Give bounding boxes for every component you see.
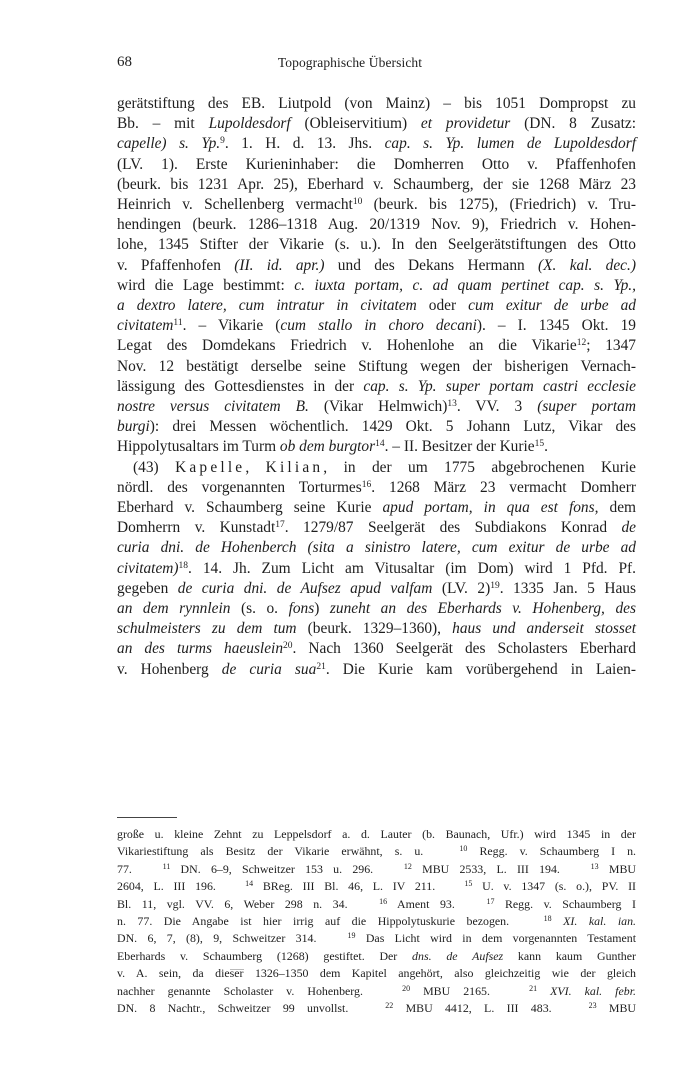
text-line-12: civitatem$^{11}$. – Vikarie (cum stallo in choro decani). – I. 1345 Okt. 19 [117, 317, 636, 335]
text-line-26: an dem rynnlein (s. o. fons) zuneht an des Eberhards v. Hohenberg, des [117, 600, 636, 618]
text-line-6: Heinrich v. Schellenberg vermacht$^{10}$ (beurk. bis 1275), (Friedrich) v. Tru- [117, 196, 636, 214]
text-line-27: schulmeisters zu dem tum (beurk. 1329–1360), haus und anderseit stosset [117, 620, 636, 638]
text-line-14: Nov. 12 bestätigt derselbe seine Stiftung wegen der bisherigen Vernach- [117, 357, 636, 375]
text-line-28: an des turms haeuslein$^{20}$. Nach 1360 Seelgerät des Scholasters Eberhard [117, 640, 636, 658]
text-line-17: burgi): drei Messen wöchentlich. 1429 Okt. 5 Johann Lutz, Vikar des [117, 418, 636, 436]
note-line-3: 77. $^{11}$ DN. 6–9, Schweitzer 153 u. 296. $^{12}$ MBU 2533, L. III 194. $^{13}$ MBU [117, 861, 636, 876]
text-line-13: Legat des Domdekans Friedrich v. Hohenlohe an die Vikarie$^{12}$; 1347 [117, 337, 636, 355]
text-line-20: nördl. des vorgenannten Torturmes$^{16}$. 1268 März 23 vermacht Domherr [117, 478, 637, 496]
note-line-6: n. 77. Die Angabe ist hier irrig auf die Hippolytuskurie bezogen. $^{18}$ XI. kal. ian. [117, 914, 636, 929]
running-title: Topographische Übersicht [277, 55, 423, 70]
text-line-11: a dextro latere, cum intratur in civitatem oder cum exitur de urbe ad [117, 297, 636, 315]
text-line-2: Bb. – mit Lupoldesdorf (Obleiservitium) et providetur (DN. 8 Zusatz: [117, 115, 637, 133]
footnotes [117, 826, 636, 1017]
note-line-10: nachher genannte Scholaster v. Hohenberg. $^{20}$ MBU 2165. $^{21}$ XVI. kal. febr. [117, 983, 636, 998]
note-line-2: Vikariestiftung als Besitz der Vikarie erwähnt, s. u. $^{10}$ Regg. v. Schaumberg I n. [117, 844, 636, 859]
text-line-21: Eberhard v. Schaumberg seine Kurie apud portam, in qua est fons, dem [117, 499, 636, 517]
page-header [0, 54, 700, 74]
text-line-23: curia dni. de Hohenberch (sita a sinistro latere, cum exitur de urbe ad [117, 539, 636, 557]
note-line-11: DN. 8 Nachtr., Schweitzer 99 unvollst. $^{22}$ MBU 4412, L. III 483. $^{23}$ MBU [117, 1001, 636, 1016]
text-line-16: nostre versus civitatem B. (Vikar Helmwich)$^{13}$. VV. 3 (super portam [117, 398, 636, 416]
text-line-8: lohe, 1345 Stifter der Vikarie (s. u.). In den Seelgerätstiftungen des Otto [117, 236, 636, 254]
note-line-8: Eberhards v. Schaumberg (1268) gestiftet. Der dns. de Aufsez kann kaum Gunther [117, 948, 636, 963]
text-line-19: (43) Kapelle, Kilian, in der um 1775 abgebrochenen Kurie [133, 458, 636, 476]
text-line-29: v. Hohenberg de curia sua$^{21}$. Die Kurie kam vorübergehend in Laien- [117, 660, 636, 678]
text-line-25: gegeben de curia dni. de Aufsez apud valfam (LV. 2)$^{19}$. 1335 Jan. 5 Haus [117, 579, 636, 597]
text-line-22: Domherrn v. Kunstadt$^{17}$. 1279/87 Seelgerät des Subdiakons Konrad de [117, 519, 636, 537]
main-text [117, 94, 636, 680]
note-line-9: v. A. sein, da dieser 1326–1350 dem Kapitel angehört, also gleichzeitig wie der gleich [117, 966, 636, 981]
text-line-15: lässigung des Gottesdienstes in der cap. s. Yp. super portam castri ecclesie [117, 377, 636, 395]
text-line-3: capelle) s. Yp.$^9$. 1. H. d. 13. Jhs. cap. s. Yp. lumen de Lupoldesdorf [117, 135, 636, 153]
note-line-7: DN. 6, 7, (8), 9, Schweitzer 314. $^{19}$ Das Licht wird in dem vorgenannten Testament [117, 931, 637, 946]
text-line-18: Hippolytusaltars im Turm ob dem burgtor$^{14}$. – II. Besitzer der Kurie$^{15}$. [117, 438, 548, 456]
text-line-5: (beurk. bis 1231 Apr. 25), Eberhard v. Schaumberg, der sie 1268 März 23 [117, 175, 636, 193]
text-line-10: wird die Lage bestimmt: c. iuxta portam, c. ad quam pertinet cap. s. Yp., [117, 276, 636, 294]
text-line-7: hendingen (beurk. 1286–1318 Aug. 20/1319 Nov. 9), Friedrich v. Hohen- [117, 216, 636, 234]
text-line-9: v. Pfaffenhofen (II. id. apr.) und des Dekans Hermann (X. kal. dec.) [117, 256, 636, 274]
note-line-1: große u. kleine Zehnt zu Leppelsdorf a. d. Lauter (b. Baunach, Ufr.) wird 1345 in der [117, 827, 636, 841]
note-line-5: Bl. 11, vgl. VV. 6, Weber 298 n. 34. $^{16}$ Ament 93. $^{17}$ Regg. v. Schaumberg I [117, 896, 636, 911]
text-line-24: civitatem)$^{18}$. 14. Jh. Zum Licht am Vitusaltar (im Dom) wird 1 Pfd. Pf. [117, 559, 636, 577]
text-line-1: gerätstiftung des EB. Liutpold (von Mainz) – bis 1051 Dompropst zu [117, 95, 636, 112]
page-number: 68 [117, 54, 132, 70]
note-line-4: 2604, L. III 196. $^{14}$ BReg. III Bl. 46, L. IV 211. $^{15}$ U. v. 1347 (s. o.), PV. II [117, 879, 637, 894]
footnote-rule [117, 817, 177, 818]
text-line-4: (LV. 1). Erste Kurieninhaber: die Domherren Otto v. Pfaffenhofen [117, 155, 636, 173]
scan-mark [230, 969, 244, 970]
